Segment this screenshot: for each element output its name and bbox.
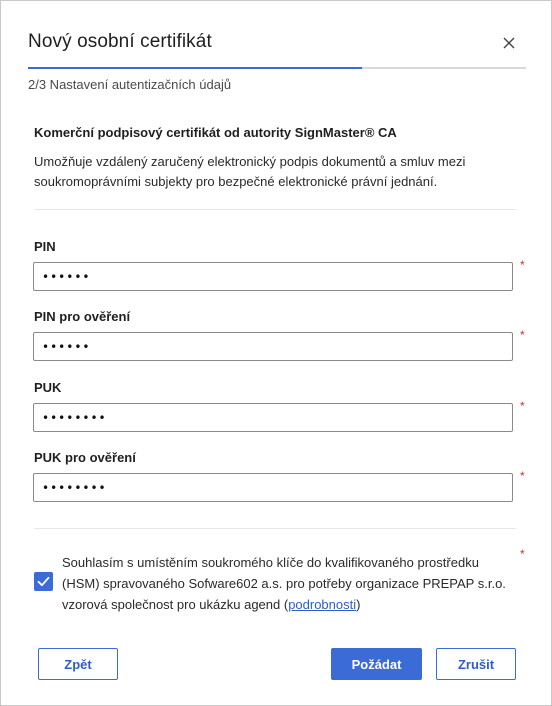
step-indicator: 2/3 Nastavení autentizačních údajů (28, 77, 232, 92)
puk-label: PUK (34, 380, 62, 395)
dialog-title: Nový osobní certifikát (28, 31, 212, 52)
consent-required-mark: * (520, 547, 525, 561)
puk-confirm-label: PUK pro ověření (34, 450, 136, 465)
certificate-description: Umožňuje vzdálený zaručený elektronický podpis dokumentů a smluv mezi soukromoprávními subjekty pro bezpečné elektronické právní jednání. (34, 154, 466, 189)
close-icon[interactable] (500, 34, 518, 52)
puk-input[interactable] (33, 403, 513, 432)
puk-confirm-input[interactable] (33, 473, 513, 502)
pin-confirm-input[interactable] (33, 332, 513, 361)
puk-confirm-required-mark: * (520, 469, 525, 483)
divider (34, 209, 516, 210)
consent-checkbox[interactable] (34, 572, 53, 591)
step-progress-bar (28, 67, 526, 69)
consent-text-main: Souhlasím s umístěním soukromého klíče do kvalifikovaného prostředku (HSM) spravovaného Sofware602 a.s. pro potřeby organizace PREPAP s.r.o. vzorová společnost pro ukázku agend ( (62, 555, 506, 612)
submit-button[interactable]: Požádat (331, 648, 422, 680)
puk-required-mark: * (520, 399, 525, 413)
pin-input[interactable] (33, 262, 513, 291)
certificate-heading: Komerční podpisový certifikát od autority SignMaster® CA (34, 125, 397, 140)
consent-text-end: ) (356, 597, 361, 612)
close-icon-glyph (500, 34, 518, 52)
back-button[interactable]: Zpět (38, 648, 118, 680)
details-link[interactable]: podrobnosti (288, 597, 357, 612)
consent-text (62, 552, 517, 615)
pin-label: PIN (34, 239, 56, 254)
divider (34, 528, 516, 529)
pin-required-mark: * (520, 258, 525, 272)
cancel-button[interactable]: Zrušit (436, 648, 516, 680)
pin-confirm-required-mark: * (520, 328, 525, 342)
step-progress-fill (28, 67, 362, 69)
checkmark-icon (34, 572, 53, 591)
pin-confirm-label: PIN pro ověření (34, 309, 131, 324)
